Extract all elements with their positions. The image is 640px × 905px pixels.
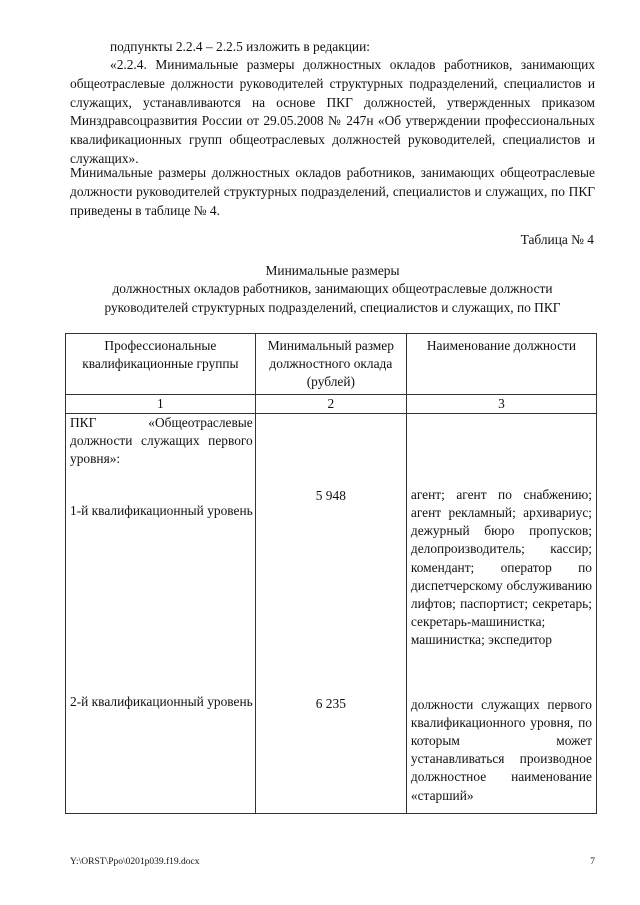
group-cell bbox=[66, 413, 256, 813]
table-body-row bbox=[66, 413, 597, 813]
column-number-row bbox=[66, 394, 597, 413]
salary-cell bbox=[255, 413, 406, 813]
intro-line: подпункты 2.2.4 – 2.2.5 изложить в редакции: bbox=[110, 39, 370, 54]
column-number: 3 bbox=[406, 394, 596, 413]
level-1-label: 1-й квалификационный уровень bbox=[70, 503, 253, 519]
level-1-positions: агент; агент по снабжению; агент рекламный; архивариус; дежурный бюро пропусков; делопроизводитель; кассир; комендант; оператор по диспетчерскому обслуживанию лифтов; паспортист; секретарь; секретарь-машинистка; машинистка; экспедитор bbox=[410, 486, 592, 648]
table-title-line-2: должностных окладов работников, занимающих общеотраслевые должности bbox=[112, 281, 553, 297]
level-2-positions: должности служащих первого квалификационного уровня, по которым может устанавливаться производное должностное наименование «старший» bbox=[410, 696, 592, 803]
table-title bbox=[60, 262, 605, 317]
column-number: 2 bbox=[255, 394, 406, 413]
footer-page-number: 7 bbox=[590, 857, 595, 867]
column-number: 1 bbox=[66, 394, 256, 413]
positions-cell bbox=[406, 413, 596, 813]
level-2-salary: 6 235 bbox=[315, 696, 346, 712]
level-2-label: 2-й квалификационный уровень bbox=[70, 693, 253, 709]
intro-paragraph-2-2-4: «2.2.4. Минимальные размеры должностных окладов работников, занимающих общеотраслевые должности руководителей структурных подразделений, специалистов и служащих, устанавливаются на основе ПКГ должностей, утвержденных приказом Минздравсоцразвития России от 29.05.2008 № 247н «Об утверждении профессиональных квалификационных групп общеотраслевых должностей руководителей, специалистов и служащих». bbox=[70, 57, 595, 166]
table-label: Таблица № 4 bbox=[520, 232, 594, 247]
header-groups: Профессиональные квалификационные группы bbox=[66, 334, 256, 395]
footer-file-path: Y:\ORST\Ppo\0201p039.f19.docx bbox=[70, 857, 200, 867]
table-header-row bbox=[66, 334, 597, 395]
table-title-line-3: руководителей структурных подразделений, специалистов и служащих, по ПКГ bbox=[104, 299, 561, 315]
header-positions: Наименование должности bbox=[406, 334, 596, 395]
table-title-line-1: Минимальные размеры bbox=[265, 263, 400, 278]
salary-table bbox=[65, 333, 597, 814]
intro-paragraph-table-reference: Минимальные размеры должностных окладов работников, занимающих общеотраслевые должности руководителей структурных подразделений, специалистов и служащих, по ПКГ приведены в таблице № 4. bbox=[70, 165, 595, 218]
group-title: ПКГ «Общеотраслевые должности служащих первого уровня»: bbox=[70, 414, 253, 467]
header-salary: Минимальный размер должностного оклада (рублей) bbox=[255, 334, 406, 395]
level-1-salary: 5 948 bbox=[315, 487, 346, 503]
